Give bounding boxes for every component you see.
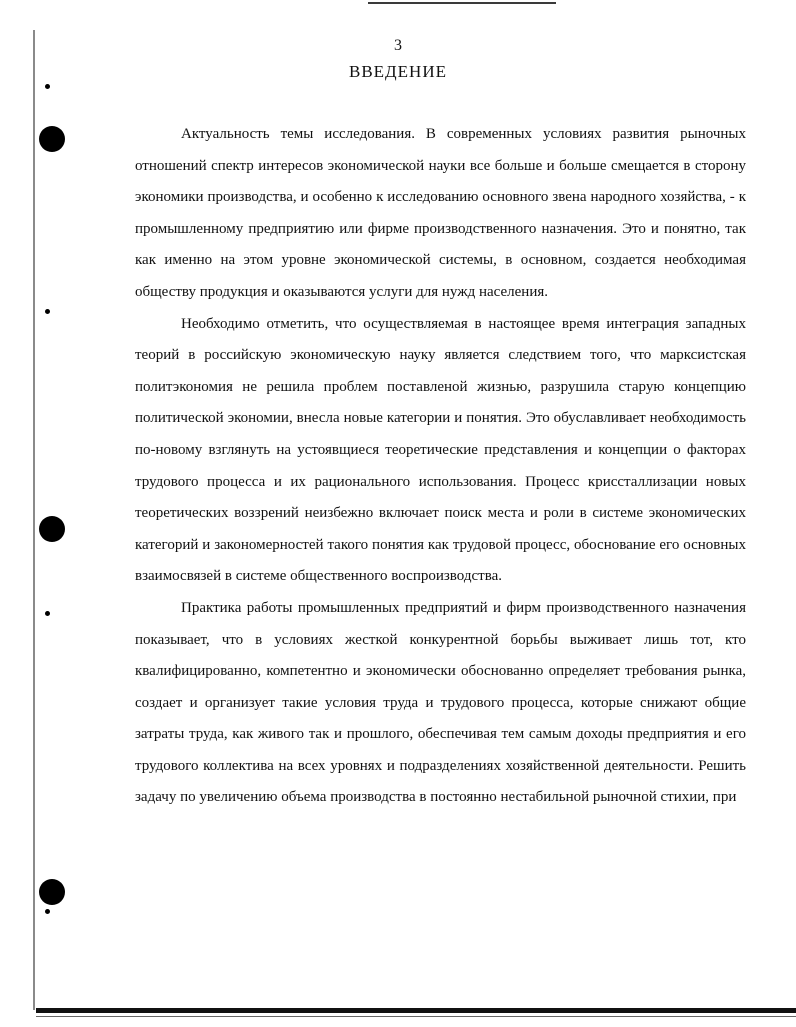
binder-hole bbox=[39, 879, 65, 905]
binder-hole bbox=[39, 516, 65, 542]
page-number: 3 bbox=[394, 37, 402, 54]
paragraph-practice: Практика работы промышленных предприятий и фирм производственного назначения показывает, что в условиях жесткой конкурентной борьбы выживает лишь тот, кто квалифицированно, компетентно и экономически обоснованно определяет требования рынка, создает и организует такие условия труда и трудового процесса, которые снижают общие затраты труда, как живого так и прошлого, обеспечивая тем самым доходы предприятия и его трудового коллектива на всех уровнях и подразделениях хозяйственной деятельности. Решить задачу по увеличению объема производства в постоянно нестабильной рыночной стихии, при bbox=[135, 599, 746, 806]
page-title: ВВЕДЕНИЕ bbox=[349, 62, 447, 81]
scan-bottom-edge-shadow bbox=[36, 1016, 796, 1017]
document-body bbox=[135, 119, 746, 814]
scan-left-edge bbox=[33, 30, 35, 1010]
scan-speck bbox=[45, 309, 50, 314]
paragraph-integration: Необходимо отметить, что осуществляемая в настоящее время интеграция западных теорий в российскую экономическую науку является следствием того, что марксистская политэкономия не решила проблем поставленой жизнью, разрушила старую концепцию политической экономии, внесла новые категории и понятия. Это обуславливает необходимость по-новому взглянуть на устоявщиеся теоретические представления и концепции о факторах трудового процесса и их рационального использования. Процесс криссталлизации новых теоретических воззрений неизбежно включает поиск места и роли в системе экономических категорий и закономерностей такого понятия как трудовой процесс, обоснование его основных взаимосвязей в системе общественного воспроизводства. bbox=[135, 315, 746, 585]
paragraph-relevance: Актуальность темы исследования. В современных условиях развития рыночных отношений спектр интересов экономической науки все больше и больше смещается в сторону экономики производства, и особенно к исследованию основного звена народного хозяйства, - к промышленному предприятию или фирме производственного назначения. Это и понятно, так как именно на этом уровне экономической системы, в основном, создается необходимая обществу продукция и оказываются услуги для нужд населения. bbox=[135, 126, 746, 300]
scan-speck bbox=[45, 611, 50, 616]
scan-speck bbox=[45, 84, 50, 89]
scan-bottom-edge bbox=[36, 1008, 796, 1013]
scan-top-rule bbox=[368, 2, 556, 4]
scan-speck bbox=[45, 909, 50, 914]
binder-hole bbox=[39, 126, 65, 152]
